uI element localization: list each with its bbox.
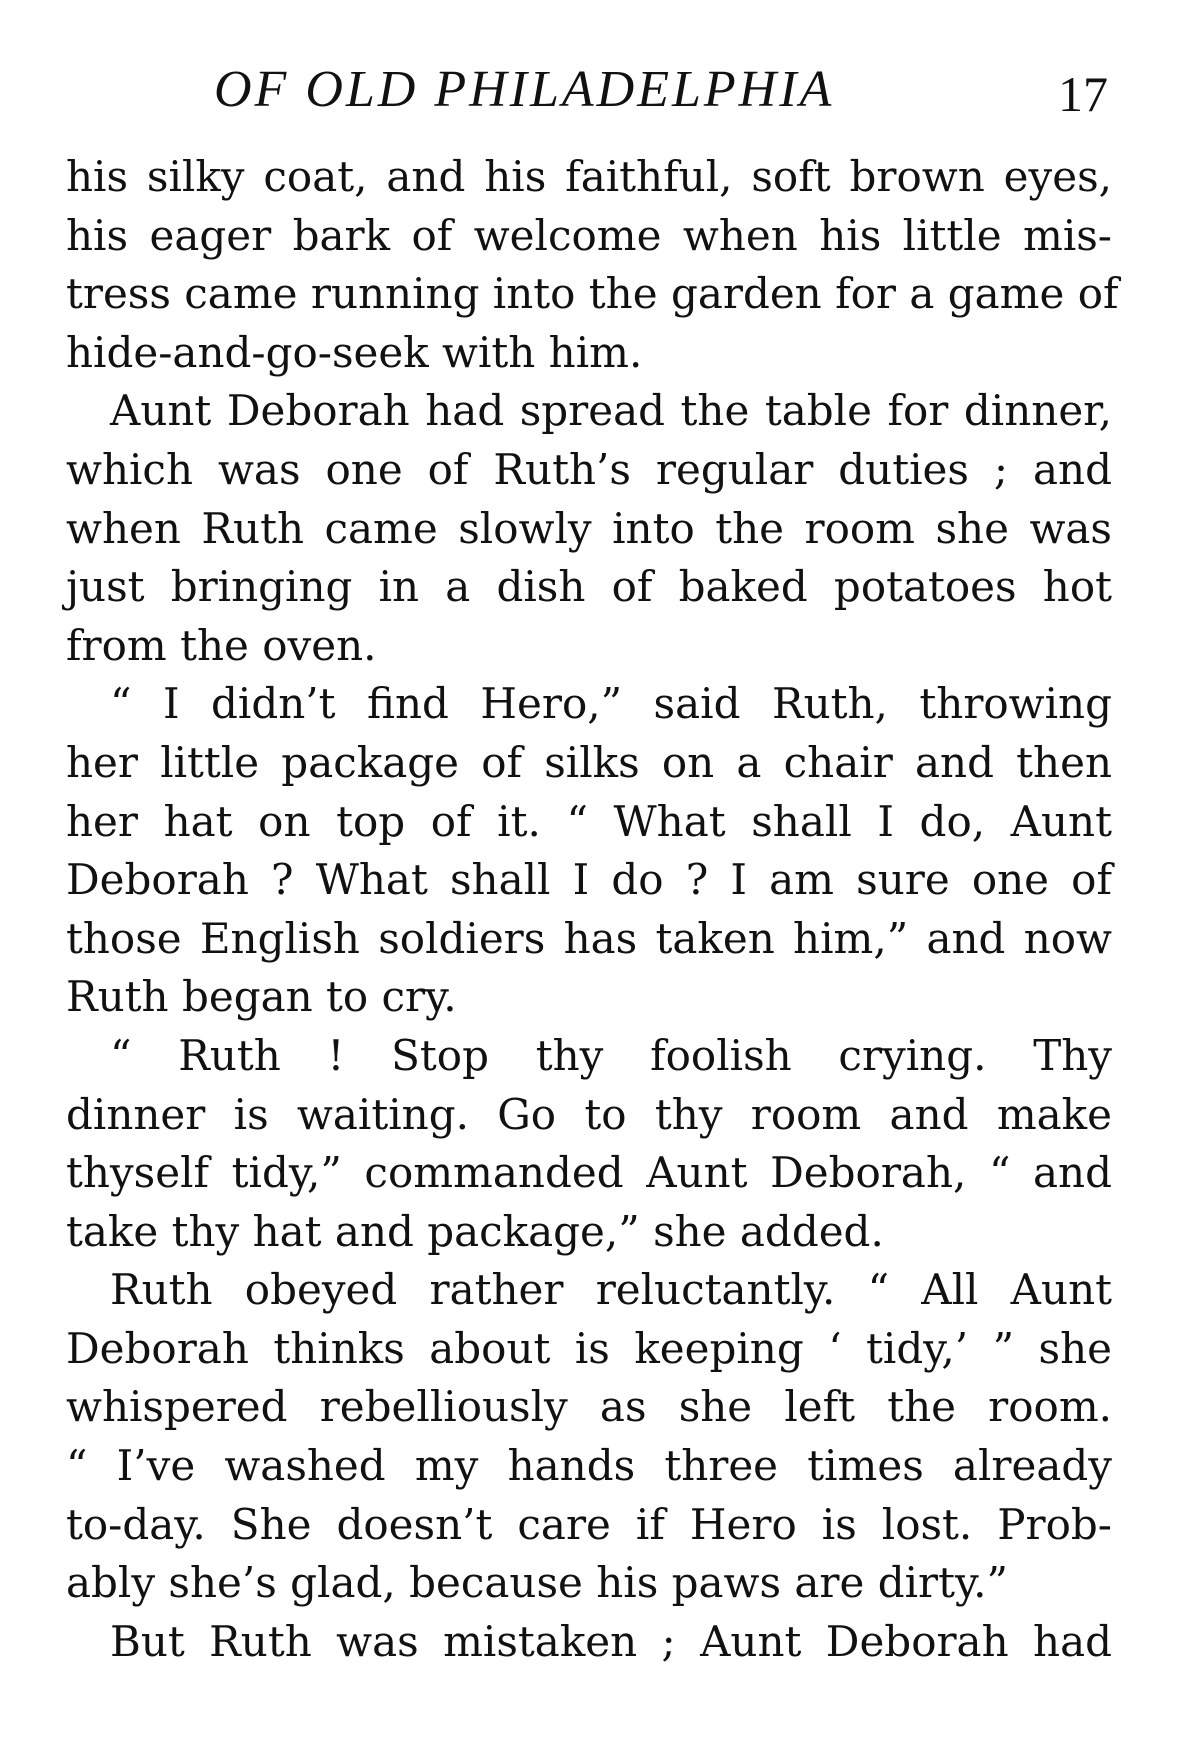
text-line: her little package of silks on a chair and then [66, 737, 1112, 787]
text-line: tress came running into the garden for a game of [66, 269, 1119, 319]
text-line: those English soldiers has taken him,” and now [66, 913, 1112, 963]
text-line: just bringing in a dish of baked potatoes hot [66, 562, 1112, 612]
running-title: OF OLD PHILADELPHIA [214, 61, 835, 118]
text-line: ably she’s glad, because his paws are dirty.” [66, 1558, 1008, 1608]
text-line: Deborah thinks about is keeping ‘ tidy,’ ” she [66, 1323, 1112, 1373]
text-line: Deborah ? What shall I do ? I am sure one of [66, 855, 1112, 905]
text-line: “ I didn’t find Hero,” said Ruth, throwing [110, 679, 1112, 729]
text-line: her hat on top of it. “ What shall I do, Aunt [66, 796, 1112, 846]
running-head [66, 58, 1112, 130]
text-line: to-day. She doesn’t care if Hero is lost. Prob- [66, 1499, 1112, 1549]
book-page [66, 58, 1119, 1671]
text-line: “ I’ve washed my hands three times already [66, 1441, 1112, 1491]
text-line: thyself tidy,” commanded Aunt Deborah, “ and [66, 1148, 1112, 1198]
text-line: hide-and-go-seek with him. [66, 327, 643, 377]
text-line: when Ruth came slowly into the room she was [66, 503, 1112, 553]
text-line: whispered rebelliously as she left the room. [66, 1382, 1112, 1432]
text-line: his silky coat, and his faithful, soft brown eyes, [66, 152, 1112, 201]
text-line: which was one of Ruth’s regular duties ; and [66, 444, 1112, 494]
text-line: Aunt Deborah had spread the table for dinner, [110, 386, 1112, 436]
text-line: “ Ruth ! Stop thy foolish crying. Thy [110, 1030, 1112, 1080]
text-line: But Ruth was mistaken ; Aunt Deborah had [110, 1616, 1112, 1666]
text-line: his eager bark of welcome when his little mis- [66, 210, 1112, 260]
text-line: from the oven. [66, 620, 377, 670]
text-line: take thy hat and package,” she added. [66, 1206, 884, 1256]
text-line: Ruth began to cry. [66, 972, 457, 1022]
text-line: dinner is waiting. Go to thy room and make [66, 1089, 1112, 1139]
page-number: 17 [1058, 66, 1108, 122]
body-text [66, 148, 1119, 1671]
text-line: Ruth obeyed rather reluctantly. “ All Aunt [110, 1265, 1112, 1315]
